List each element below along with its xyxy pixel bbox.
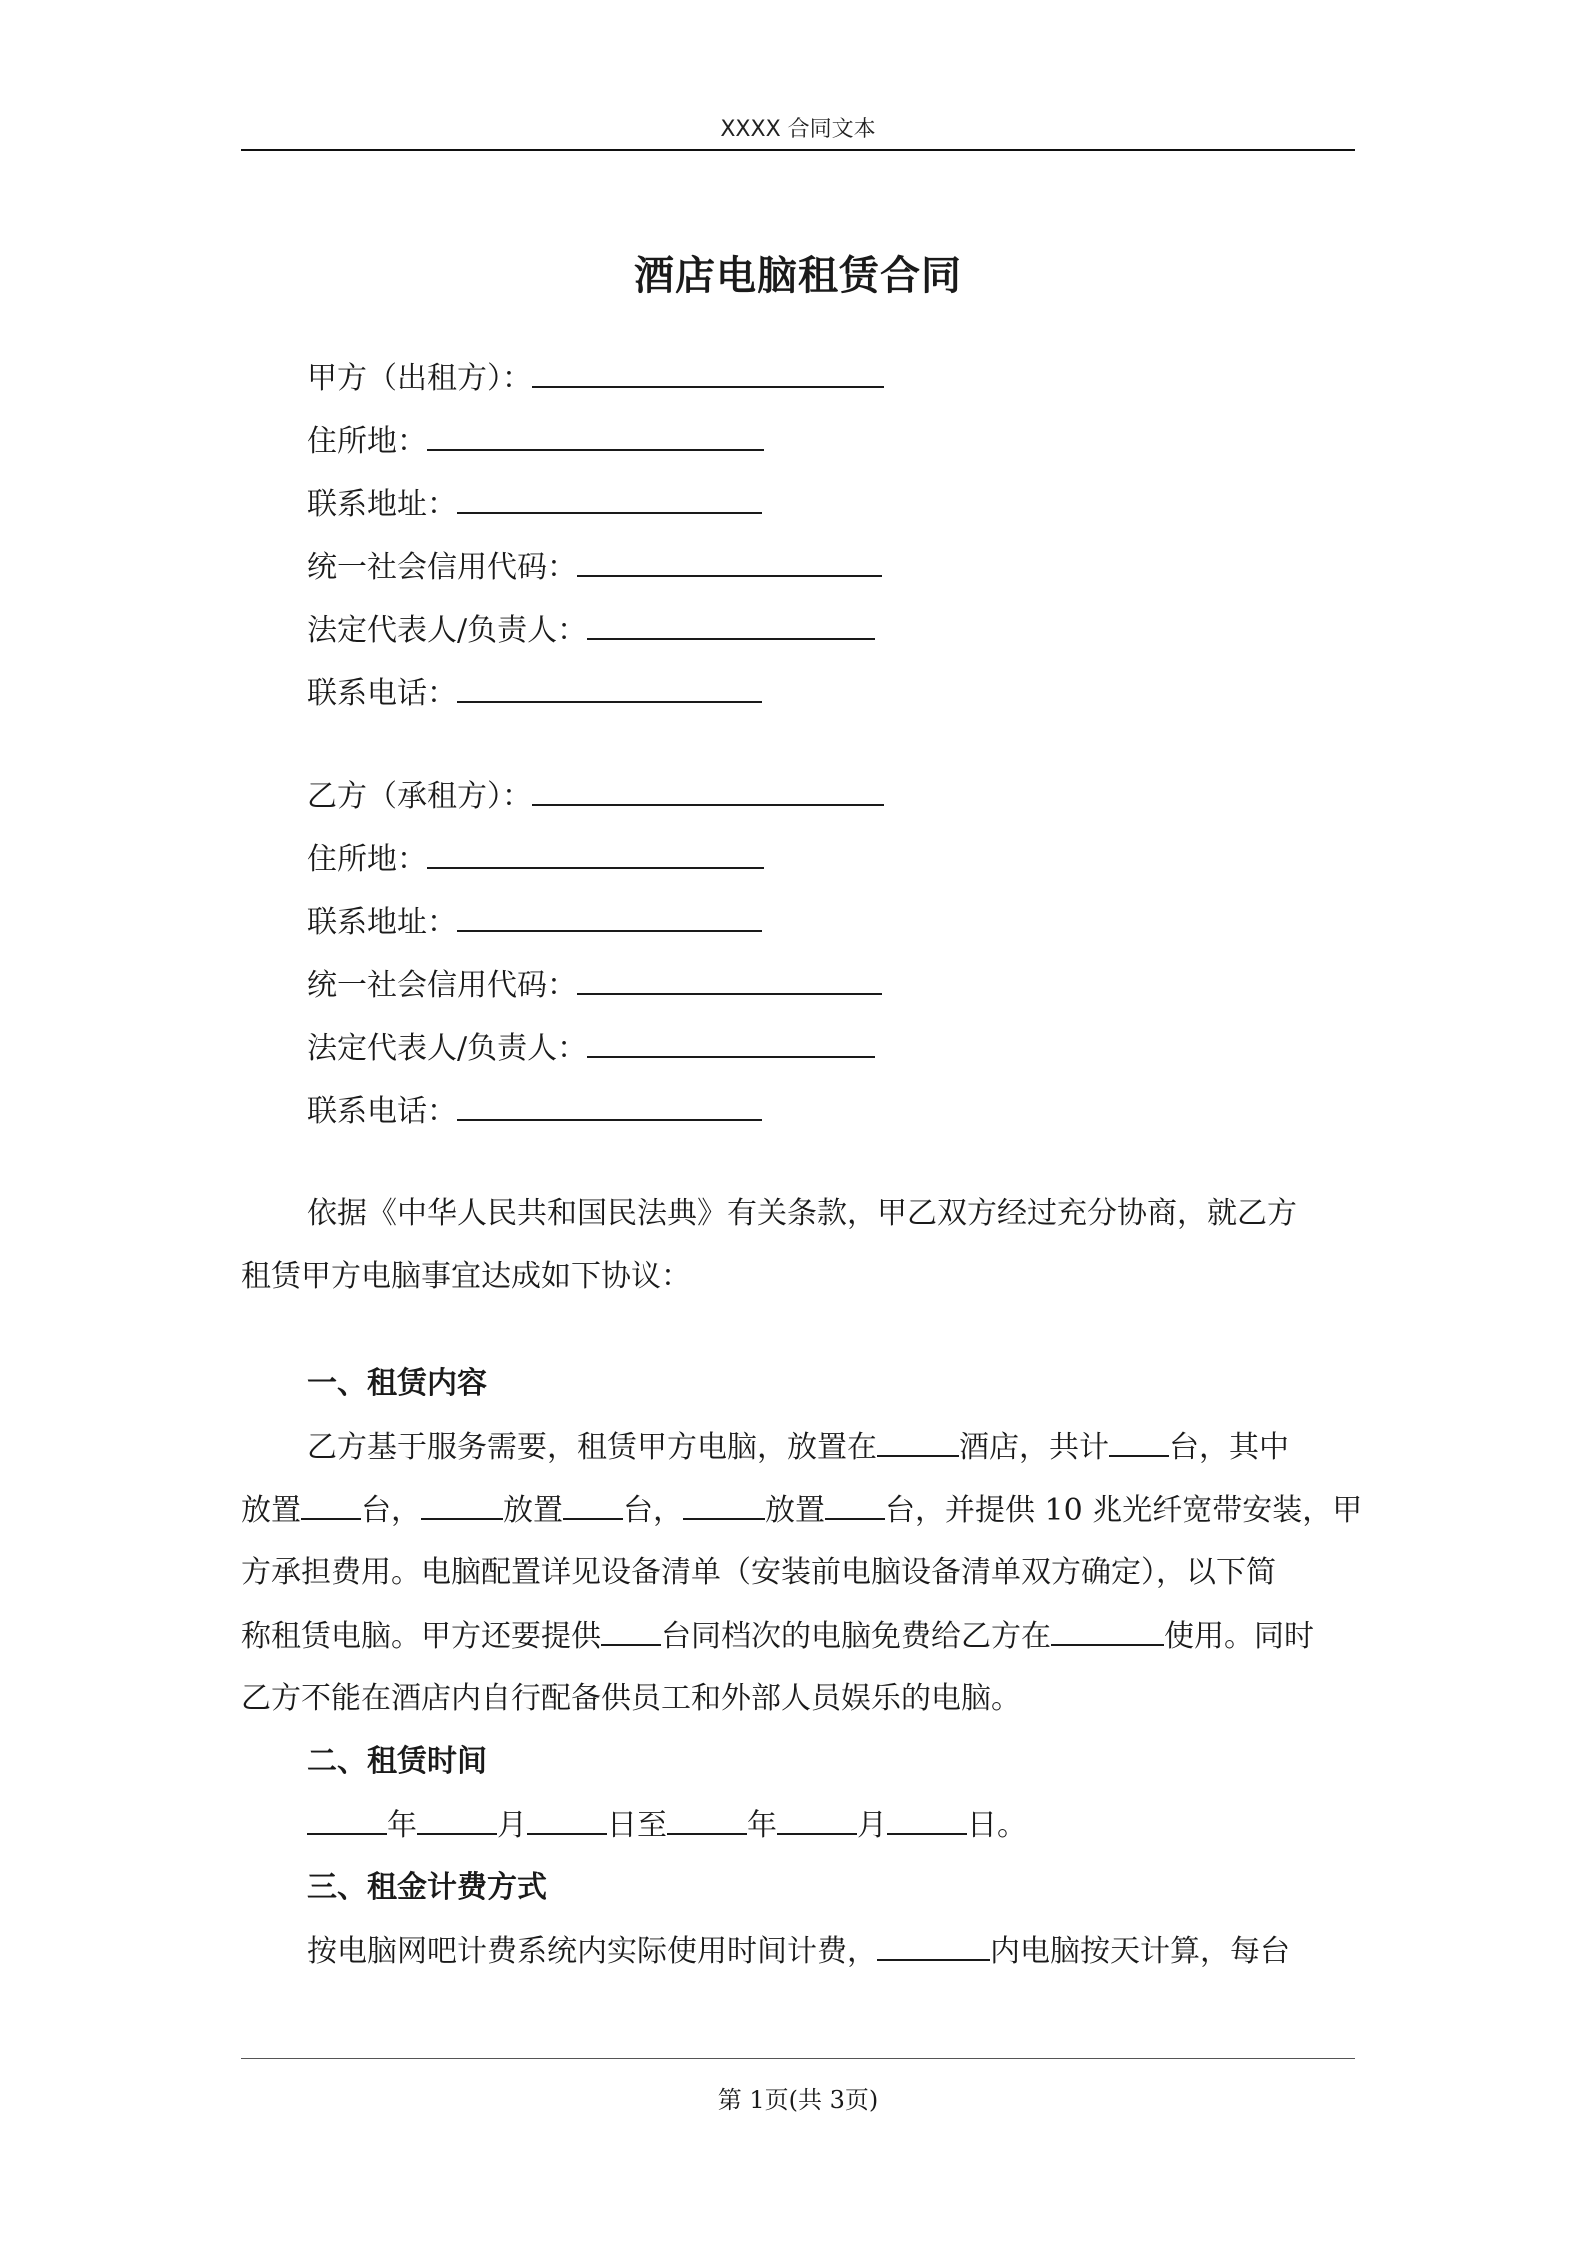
party-b-address-label: 住所地： [307, 842, 427, 877]
date-unit: 月 [857, 1808, 887, 1843]
party-b-contact-address-row [307, 902, 762, 943]
end-month-blank[interactable] [777, 1805, 857, 1835]
section-1-line-4 [241, 1616, 1314, 1657]
start-month-blank[interactable] [417, 1805, 497, 1835]
hotel-name-blank[interactable] [877, 1427, 959, 1457]
location-blank-3[interactable] [683, 1490, 765, 1520]
start-day-blank[interactable] [527, 1805, 607, 1835]
party-a-credit-code-row [307, 547, 882, 588]
party-a-contact-address-label: 联系地址： [307, 487, 457, 522]
party-b-name-blank[interactable] [532, 776, 884, 806]
section-1-text: 台， [361, 1493, 421, 1528]
section-1-text: 台同档次的电脑免费给乙方在 [661, 1619, 1051, 1654]
party-b-contact-address-blank[interactable] [457, 902, 762, 932]
party-a-label: 甲方（出租方）： [307, 361, 532, 396]
section-1-heading: 一、租赁内容 [307, 1366, 487, 1401]
billing-period-blank[interactable] [877, 1931, 990, 1961]
date-unit: 日至 [607, 1808, 667, 1843]
section-1-line-1 [307, 1427, 1289, 1468]
party-b-phone-label: 联系电话： [307, 1094, 457, 1129]
lease-period-row [307, 1805, 1027, 1846]
location-blank-2[interactable] [421, 1490, 503, 1520]
section-1-line-3: 方承担费用。电脑配置详见设备清单（安装前电脑设备清单双方确定），以下简 [241, 1555, 1276, 1590]
end-day-blank[interactable] [887, 1805, 967, 1835]
party-b-name-row [307, 776, 884, 817]
section-2-heading: 二、租赁时间 [307, 1744, 487, 1779]
section-1-text: 台，并提供 10 兆光纤宽带安装，甲 [885, 1493, 1363, 1528]
party-b-phone-row [307, 1091, 762, 1132]
start-year-blank[interactable] [307, 1805, 387, 1835]
party-a-contact-address-blank[interactable] [457, 484, 762, 514]
party-b-phone-blank[interactable] [457, 1091, 762, 1121]
section-1-text: 放置 [765, 1493, 825, 1528]
total-count-blank[interactable] [1109, 1427, 1169, 1457]
section-3-heading: 三、租金计费方式 [307, 1870, 547, 1905]
section-1-text: 乙方基于服务需要，租赁甲方电脑，放置在 [307, 1430, 877, 1465]
preamble-line-2: 租赁甲方电脑事宜达成如下协议： [241, 1259, 691, 1294]
footer-rule [241, 2058, 1355, 2059]
party-b-credit-code-label: 统一社会信用代码： [307, 968, 577, 1003]
section-1-line-2 [241, 1490, 1362, 1531]
party-a-address-row [307, 421, 764, 462]
party-b-label: 乙方（承租方）： [307, 779, 532, 814]
party-b-address-row [307, 839, 764, 880]
party-a-credit-code-label: 统一社会信用代码： [307, 550, 577, 585]
party-b-credit-code-row [307, 965, 882, 1006]
party-a-representative-label: 法定代表人/负责人： [307, 613, 588, 648]
section-1-text: 称租赁电脑。甲方还要提供 [241, 1619, 601, 1654]
date-unit: 年 [747, 1808, 777, 1843]
free-location-blank[interactable] [1051, 1616, 1164, 1646]
section-1-text: 台，其中 [1169, 1430, 1289, 1465]
party-b-contact-address-label: 联系地址： [307, 905, 457, 940]
count-blank-3[interactable] [825, 1490, 885, 1520]
party-a-phone-row [307, 673, 762, 714]
section-3-text: 按电脑网吧计费系统内实际使用时间计费， [307, 1934, 877, 1969]
party-a-address-label: 住所地： [307, 424, 427, 459]
party-b-representative-label: 法定代表人/负责人： [307, 1031, 588, 1066]
party-a-phone-label: 联系电话： [307, 676, 457, 711]
party-a-address-blank[interactable] [427, 421, 764, 451]
date-unit: 日。 [967, 1808, 1027, 1843]
party-a-name-blank[interactable] [532, 358, 884, 388]
section-1-text: 使用。同时 [1164, 1619, 1314, 1654]
party-b-credit-code-blank[interactable] [577, 965, 882, 995]
date-unit: 月 [497, 1808, 527, 1843]
section-3-line-1 [307, 1931, 1290, 1972]
section-1-text: 放置 [503, 1493, 563, 1528]
section-1-text: 酒店，共计 [959, 1430, 1109, 1465]
end-year-blank[interactable] [667, 1805, 747, 1835]
count-blank-2[interactable] [563, 1490, 623, 1520]
party-a-phone-blank[interactable] [457, 673, 762, 703]
party-b-representative-blank[interactable] [587, 1028, 875, 1058]
header-rule [241, 149, 1355, 151]
party-a-name-row [307, 358, 884, 399]
party-a-credit-code-blank[interactable] [577, 547, 882, 577]
document-title: 酒店电脑租赁合同 [634, 252, 962, 299]
running-header: XXXX 合同文本 [720, 117, 876, 142]
date-unit: 年 [387, 1808, 417, 1843]
preamble-line-1: 依据《中华人民共和国民法典》有关条款，甲乙双方经过充分协商，就乙方 [307, 1196, 1297, 1231]
free-count-blank[interactable] [601, 1616, 661, 1646]
section-1-text: 台， [623, 1493, 683, 1528]
party-b-representative-row [307, 1028, 875, 1069]
party-b-address-blank[interactable] [427, 839, 764, 869]
section-1-line-5: 乙方不能在酒店内自行配备供员工和外部人员娱乐的电脑。 [241, 1681, 1021, 1716]
section-3-text: 内电脑按天计算，每台 [990, 1934, 1290, 1969]
section-1-text: 放置 [241, 1493, 301, 1528]
party-a-representative-row [307, 610, 875, 651]
page-number: 第 1页(共 3页) [717, 2086, 879, 2114]
count-blank-1[interactable] [301, 1490, 361, 1520]
party-a-contact-address-row [307, 484, 762, 525]
party-a-representative-blank[interactable] [587, 610, 875, 640]
